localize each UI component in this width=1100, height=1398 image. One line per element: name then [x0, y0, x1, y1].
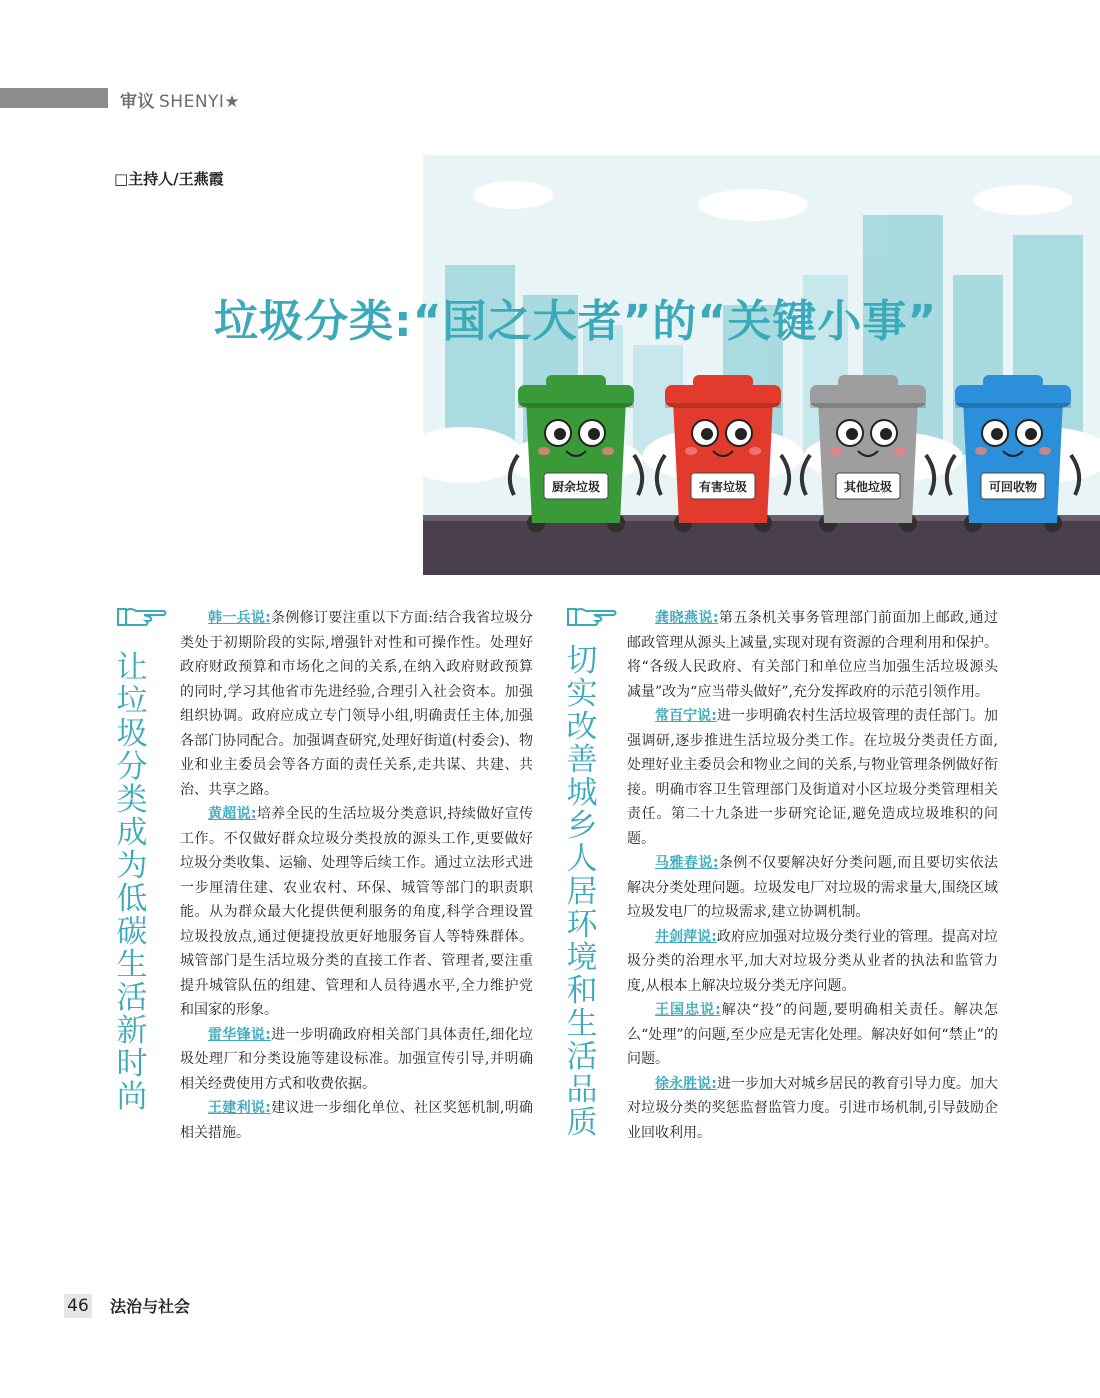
header-bar — [0, 88, 108, 108]
speaker-paragraph — [627, 851, 998, 925]
speaker-paragraph — [180, 1096, 533, 1145]
headline-char: 低 — [116, 881, 148, 917]
headline-char: 让 — [116, 650, 148, 686]
bin-label: 其他垃圾 — [843, 480, 893, 494]
headline-char: 和 — [566, 973, 598, 1009]
pointing-hand-icon — [566, 603, 618, 631]
headline-char: 城 — [566, 775, 598, 811]
headline-char: 生 — [566, 1006, 598, 1042]
speaker-name: 黄超说: — [208, 806, 257, 822]
left-column-headline — [112, 652, 152, 1114]
headline-char: 时 — [116, 1046, 148, 1082]
headline-char: 切 — [566, 643, 598, 679]
headline-char: 改 — [566, 709, 598, 745]
right-column-headline — [562, 645, 602, 1140]
speaker-name: 井剑萍说: — [655, 928, 717, 945]
speaker-text: 建议进一步细化单位、社区奖惩机制,明确相关措施。 — [180, 1100, 533, 1141]
speaker-name: 韩一兵说: — [208, 610, 271, 626]
left-text-column — [180, 606, 533, 1145]
journal-name: 法治与社会 — [110, 1297, 191, 1316]
speaker-text: 政府应加强对垃圾分类行业的管理。提高对垃圾分类的治理水平,加大对垃圾分类从业者的执法和监管力度,从根本上解决垃圾分类无序问题。 — [627, 928, 999, 994]
bins-layer — [423, 155, 1100, 575]
headline-char: 圾 — [116, 716, 148, 752]
speaker-paragraph — [627, 998, 998, 1072]
headline-char: 分 — [116, 749, 148, 785]
bin-label: 有害垃圾 — [698, 480, 748, 494]
headline-char: 碳 — [116, 914, 148, 950]
speaker-name: 雷华锋说: — [208, 1026, 271, 1043]
headline-char: 垃 — [116, 683, 148, 719]
headline-char: 成 — [116, 815, 148, 851]
speaker-name: 王国忠说: — [655, 1002, 721, 1018]
speaker-paragraph — [180, 1023, 533, 1097]
headline-char: 品 — [566, 1072, 598, 1108]
pointing-hand-icon — [116, 603, 168, 631]
speaker-name: 王建利说: — [208, 1100, 271, 1116]
speaker-text: 进一步加大对城乡居民的教育引导力度。加大对垃圾分类的奖惩监督监管力度。引进市场机制,引导鼓励企业回收利用。 — [627, 1075, 999, 1141]
speaker-paragraph — [180, 802, 533, 1023]
page-number: 46 — [64, 1294, 92, 1318]
headline-char: 人 — [566, 841, 598, 877]
speaker-text: 条例修订要注重以下方面:结合我省垃圾分类处于初期阶段的实际,增强针对性和可操作性。处理好政府财政预算和市场化之间的关系,在纳入政府财政预算的同时,学习其他省市先进经验,合理引入社会资本。加强组织协调。政府应成立专门领导小组,明确责任主体,加强各部门协同配合。加强调查研究,处理好街道(村委会)、物业和业主委员会等各方面的责任关系,走共谋、共建、共治、共享之路。 — [180, 610, 533, 798]
section-name: 审议 — [120, 92, 155, 112]
headline-char: 境 — [566, 940, 598, 976]
speaker-paragraph — [627, 925, 998, 999]
speaker-text: 条例不仅要解决好分类问题,而且要切实依法解决分类处理问题。垃圾发电厂对垃圾的需求量大,围绕区域垃圾发电厂的垃圾需求,建立协调机制。 — [627, 855, 998, 920]
speaker-text: 进一步明确农村生活垃圾管理的责任部门。加强调研,逐步推进生活垃圾分类工作。在垃圾分类责任方面,处理好业主委员会和物业之间的关系,与物业管理条例做好衔接。明确市容卫生管理部门及街道对小区垃圾分类管理相关责任。第二十九条进一步研究论证,避免造成垃圾堆积的问题。 — [627, 708, 999, 847]
speaker-text: 解决“投”的问题,要明确相关责任。解决怎么“处理”的问题,至少应是无害化处理。解决好如何“禁止”的问题。 — [627, 1002, 998, 1067]
right-text-column — [627, 606, 998, 1145]
headline-char: 环 — [566, 907, 598, 943]
speaker-name: 常百宁说: — [655, 708, 717, 724]
section-header — [120, 87, 240, 112]
headline-char: 实 — [566, 676, 598, 712]
trash-bin-4 — [947, 375, 1079, 532]
speaker-paragraph — [627, 704, 998, 851]
bin-label: 厨余垃圾 — [551, 480, 601, 494]
headline-char: 生 — [116, 947, 148, 983]
speaker-text: 培养全民的生活垃圾分类意识,持续做好宣传工作。不仅做好群众垃圾分类投放的源头工作,更要做好垃圾分类收集、运输、处理等后续工作。通过立法形式进一步厘清住建、农业农村、环保、城管等部门的职责职能。从为群众最大化提供便利服务的角度,科学合理设置垃圾投放点,通过便捷投放更好地服务盲人等特殊群体。城管部门是生活垃圾分类的直接工作者、管理者,要注重提升城管队伍的组建、管理和人员待遇水平,全力维护党和国家的形象。 — [180, 806, 533, 1018]
headline-char: 乡 — [566, 808, 598, 844]
speaker-name: 马雅春说: — [655, 855, 719, 871]
headline-char: 活 — [566, 1039, 598, 1075]
trash-bin-2 — [657, 375, 789, 532]
trash-bin-1 — [510, 375, 642, 532]
host-credit: □主持人/王燕霞 — [114, 170, 224, 188]
speaker-name: 龚晓燕说: — [655, 610, 719, 626]
headline-char: 活 — [116, 980, 148, 1016]
speaker-paragraph — [627, 1072, 998, 1146]
headline-char: 新 — [116, 1013, 148, 1049]
speaker-text: 第五条机关事务管理部门前面加上邮政,通过邮政管理从源头上减量,实现对现有资源的合理利用和保护。将“各级人民政府、有关部门和单位应当加强生活垃圾源头减量”改为“应当带头做好”,充分发挥政府的示范引领作用。 — [627, 610, 998, 700]
headline-char: 居 — [566, 874, 598, 910]
headline-char: 为 — [116, 848, 148, 884]
headline-char: 类 — [116, 782, 148, 818]
speaker-name: 徐永胜说: — [655, 1075, 717, 1092]
article-title: 垃圾分类:“国之大者”的“关键小事” — [214, 296, 938, 347]
speaker-paragraph — [627, 606, 998, 704]
speaker-paragraph — [180, 606, 533, 802]
bin-label: 可回收物 — [988, 480, 1038, 494]
headline-char: 尚 — [116, 1079, 148, 1115]
speaker-text: 进一步明确政府相关部门具体责任,细化垃圾处理厂和分类设施等建设标准。加强宣传引导,并明确相关经费使用方式和收费依据。 — [180, 1026, 533, 1092]
trash-bin-3 — [802, 375, 934, 532]
headline-char: 质 — [566, 1105, 598, 1141]
section-name-en: SHENYI★ — [159, 92, 241, 112]
headline-char: 善 — [566, 742, 598, 778]
